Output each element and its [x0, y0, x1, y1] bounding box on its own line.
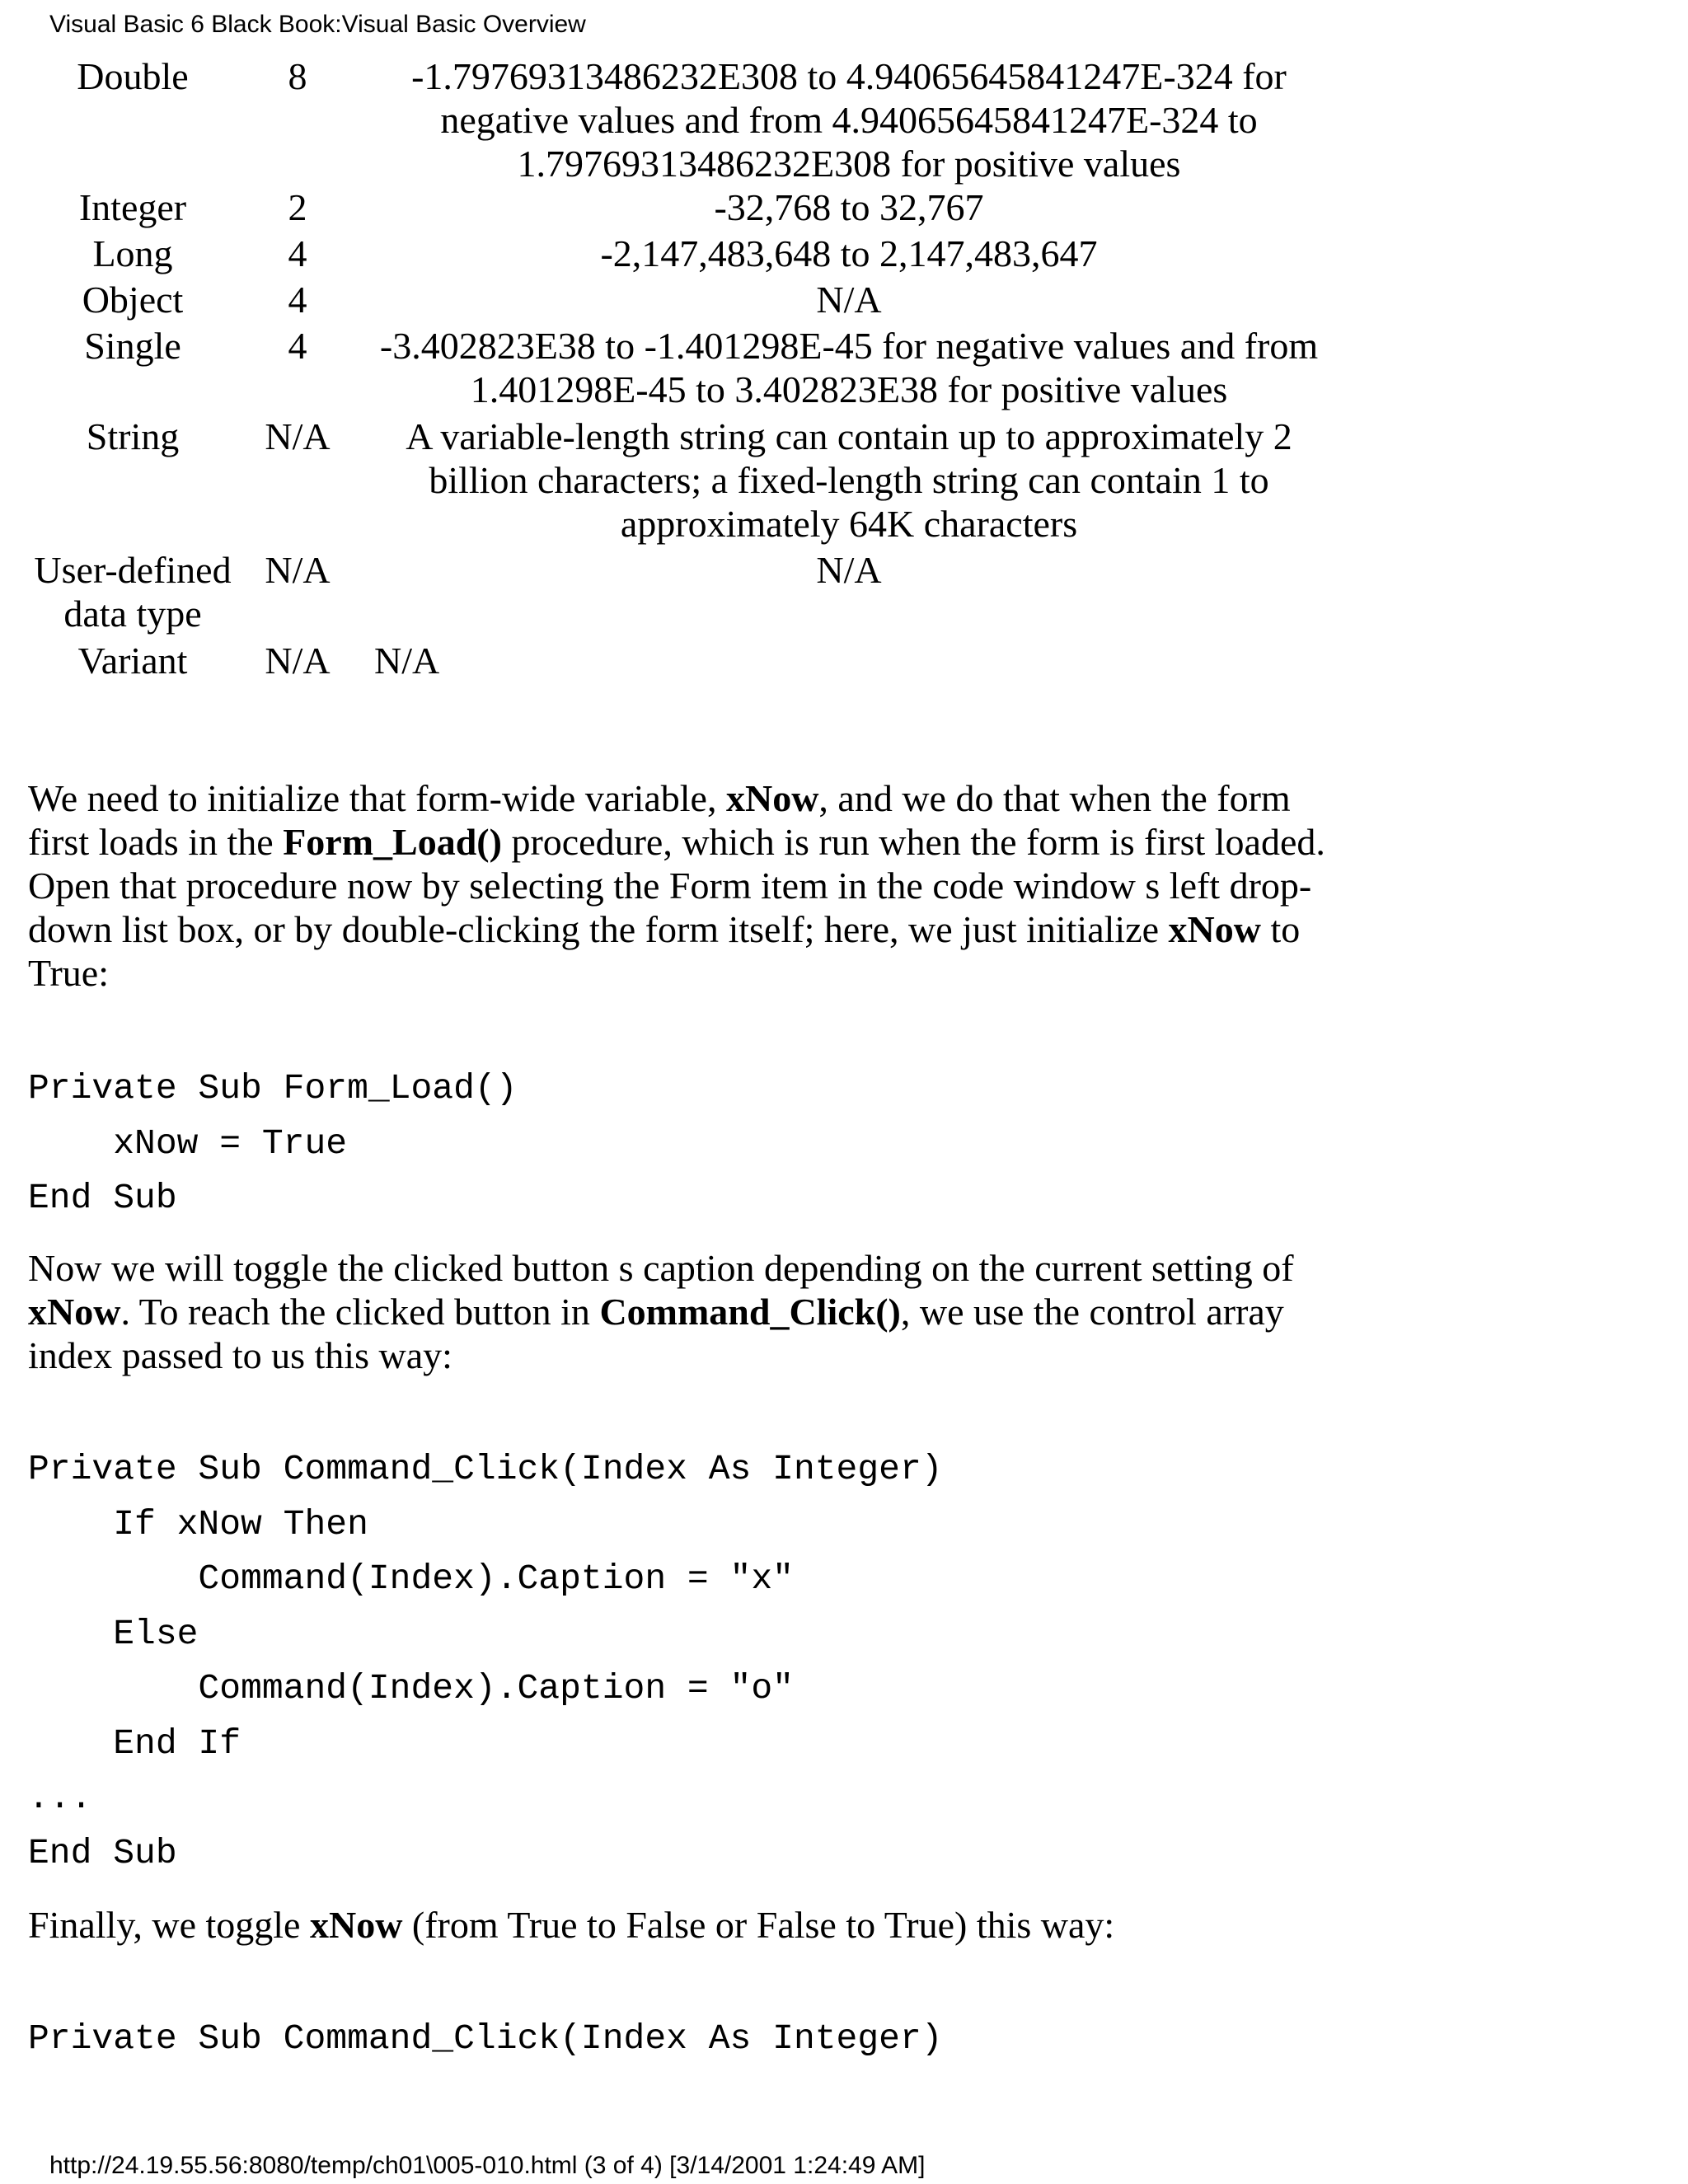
- text-run: , we use the control array index passed to us this way:: [28, 1291, 1284, 1376]
- code-term: xNow: [1168, 908, 1261, 950]
- range-line: negative values and from 4.94065645841247E-324 to: [440, 99, 1258, 141]
- table-row: [25, 232, 1343, 278]
- page-footer: http://24.19.55.56:8080/temp/ch01\005-010.html (3 of 4) [3/14/2001 1:24:49 AM]: [49, 2152, 926, 2179]
- code-term: xNow: [28, 1291, 121, 1333]
- range-line: billion characters; a fixed-length string can contain 1 to: [429, 459, 1269, 501]
- size-cell: 4: [288, 232, 307, 274]
- text-run: We need to initialize that form-wide variable,: [28, 777, 726, 819]
- table-row: [25, 639, 1343, 685]
- table-row: [25, 54, 1343, 185]
- size-cell: 2: [288, 186, 307, 228]
- code-term: xNow: [309, 1904, 403, 1946]
- paragraph-toggle-xnow: [28, 1903, 1347, 1947]
- range-cell: [354, 54, 1343, 185]
- range-cell: N/A: [816, 549, 882, 591]
- table-row: [25, 548, 1343, 639]
- table-row: [25, 415, 1343, 548]
- range-line: 1.401298E-45 to 3.402823E38 for positive values: [470, 368, 1228, 410]
- type-cell: Object: [82, 279, 184, 321]
- text-run: Now we will toggle the clicked button s caption depending on the current setting of: [28, 1247, 1294, 1289]
- type-cell: [25, 548, 241, 639]
- type-line: User-defined: [34, 549, 232, 591]
- range-cell: -2,147,483,648 to 2,147,483,647: [600, 232, 1098, 274]
- range-cell: N/A: [374, 640, 440, 682]
- text-run: , and we do that when the form first loads in the: [28, 777, 1291, 863]
- code-block-command-click: Private Sub Command_Click(Index As Integer) If xNow Then Command(Index).Caption = "x" Else Command(Index).Caption = "o" End If ... End Sub: [28, 1449, 943, 1873]
- code-block-command-click-2: Private Sub Command_Click(Index As Integer): [28, 2018, 943, 2059]
- table-row: [25, 324, 1343, 415]
- text-run: to True:: [28, 908, 1301, 994]
- data-types-table: [25, 54, 1343, 685]
- text-run: . To reach the clicked button in: [120, 1291, 600, 1333]
- table-row: [25, 278, 1343, 324]
- paragraph-initialize: [28, 776, 1347, 995]
- size-cell: 4: [288, 279, 307, 321]
- size-cell: 4: [288, 325, 307, 367]
- text-run: (from True to False or False to True) this way:: [402, 1904, 1115, 1946]
- type-cell: String: [86, 415, 180, 457]
- code-term: Command_Click(): [599, 1291, 901, 1333]
- size-cell: 8: [288, 55, 307, 97]
- range-line: approximately 64K characters: [620, 503, 1078, 545]
- type-line: data type: [63, 593, 202, 635]
- range-cell: N/A: [816, 279, 882, 321]
- type-cell: Long: [92, 232, 173, 274]
- size-cell: N/A: [265, 549, 331, 591]
- range-cell: [354, 415, 1343, 548]
- text-run: procedure, which is run when the form is first loaded. Open that procedure now by selecting the Form item in the code window s left drop-down list box, or by double-clicking the form itself; here, we just initialize: [28, 821, 1325, 950]
- paragraph-toggle-caption: [28, 1246, 1347, 1377]
- page-header: Visual Basic 6 Black Book:Visual Basic Overview: [49, 11, 586, 38]
- code-term: xNow: [725, 777, 819, 819]
- code-term: Form_Load(): [283, 821, 502, 863]
- size-cell: N/A: [265, 415, 331, 457]
- type-cell: Variant: [77, 640, 188, 682]
- code-block-form-load: Private Sub Form_Load() xNow = True End Sub: [28, 1068, 518, 1218]
- table-row: [25, 185, 1343, 232]
- type-cell: Single: [84, 325, 181, 367]
- range-line: 1.79769313486232E308 for positive values: [517, 143, 1181, 185]
- size-cell: N/A: [265, 640, 331, 682]
- text-run: Finally, we toggle: [28, 1904, 310, 1946]
- range-line: -3.402823E38 to -1.401298E-45 for negative values and from: [379, 325, 1319, 367]
- type-cell: Double: [77, 55, 189, 97]
- range-cell: -32,768 to 32,767: [714, 186, 984, 228]
- range-line: A variable-length string can contain up to approximately 2: [406, 415, 1292, 457]
- type-cell: Integer: [78, 186, 187, 228]
- range-line: -1.79769313486232E308 to 4.94065645841247E-324 for: [411, 55, 1287, 97]
- range-cell: [354, 324, 1343, 415]
